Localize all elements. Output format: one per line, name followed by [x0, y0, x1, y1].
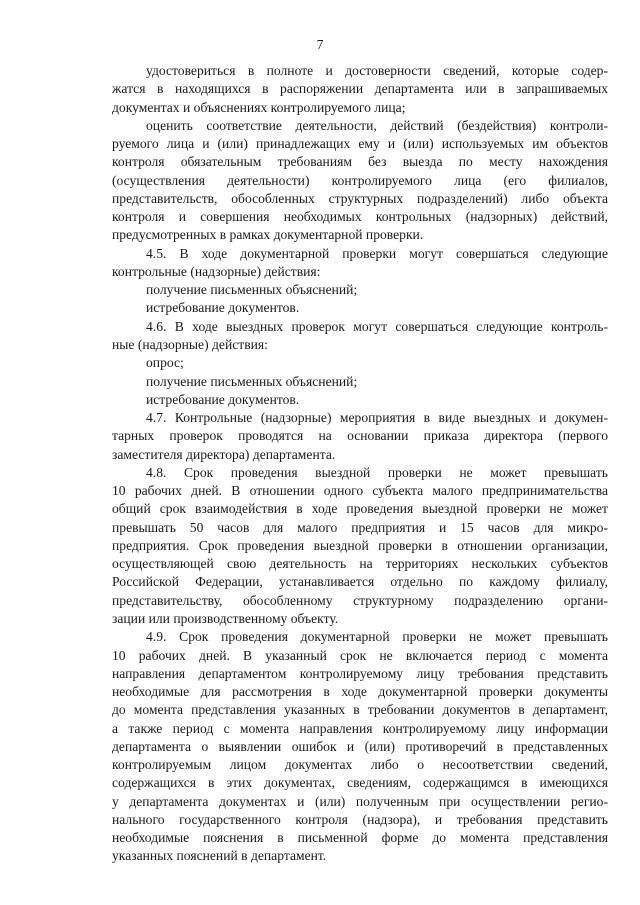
text-line: жатся в находящихся в распоряжении департамента или в запрашиваемых [112, 81, 608, 97]
page-number: 7 [316, 37, 324, 52]
document-body [112, 62, 608, 866]
text-line: удостовериться в полноте и достоверности сведений, которые содер- [146, 63, 608, 78]
text-line: руемого лица и (или) принадлежащих ему и (или) используемых им объектов [112, 136, 608, 152]
text-line: 4.7. Контрольные (надзорные) мероприятия в виде выездных и докумен- [146, 410, 608, 426]
text-line: 10 рабочих дней. В отношении одного субъекта малого предпринимательства [112, 483, 608, 499]
text-line: общий срок взаимодействия в ходе проведения выездной проверки не может [112, 501, 608, 517]
text-line: 10 рабочих дней. В указанный срок не включается период с момента [112, 647, 608, 663]
text-line: до момента представления указанных в требовании документов в департамент, [112, 702, 608, 718]
text-line: предусмотренных в рамках документарной проверки. [112, 227, 424, 243]
text-line: 4.5. В ходе документарной проверки могут совершаться следующие [146, 245, 608, 261]
text-line: контроля обязательным требованиям без выезда по месту нахождения [112, 154, 608, 170]
text-line: контролируемым лицом документах либо о несоответствии сведений, [112, 757, 608, 773]
text-line: необходимые для рассмотрения в ходе документарной проверки документы [112, 684, 608, 700]
text-line: предприятия. Срок проведения выездной проверки в отношении организации, [112, 537, 608, 553]
text-line: а также период с момента направления контролируемому лицу информации [112, 720, 608, 736]
text-line: представительству, обособленному структурному подразделению органи- [112, 592, 608, 608]
text-line: представительств, обособленных структурных подразделений) либо объекта [112, 190, 608, 206]
text-line: получение письменных объяснений; [146, 373, 358, 389]
text-line: (осуществления деятельности) контролируемого лица (его филиалов, [112, 172, 608, 188]
text-line: указанных пояснений в департамент. [112, 848, 327, 864]
text-line: истребование документов. [146, 300, 300, 316]
text-line: истребование документов. [146, 391, 300, 407]
text-line: контрольные (надзорные) действия: [112, 263, 321, 279]
text-line: осуществляющей свою деятельность на территориях нескольких субъектов [112, 556, 608, 572]
text-line: ные (надзорные) действия: [112, 336, 268, 352]
text-line: 4.8. Срок проведения выездной проверки не может превышать [146, 464, 608, 480]
text-line: департамента о выявлении ошибок и (или) противоречий в представленных [112, 738, 608, 754]
text-line: получение письменных объяснений; [146, 282, 358, 298]
text-line: содержащихся в этих документах, сведениям, содержащимся в имеющихся [112, 775, 608, 791]
text-line: нального государственного контроля (надзора), и требования представить [112, 811, 608, 827]
text-line: зации или производственному объекту. [112, 610, 339, 626]
text-line: превышать 50 часов для малого предприятия и 15 часов для микро- [112, 519, 608, 535]
text-line: Российской Федерации, устанавливается отдельно по каждому филиалу, [112, 574, 608, 590]
text-line: 4.6. В ходе выездных проверок могут совершаться следующие контроль- [146, 318, 608, 334]
text-line: контроля и совершения необходимых контрольных (надзорных) действий, [112, 209, 608, 225]
text-line: направления департаментом контролируемому лицу требования представить [112, 665, 608, 681]
text-line: тарных проверок проводятся на основании приказа директора (первого [112, 428, 608, 444]
text-line: оценить соответствие деятельности, действий (бездействия) контроли- [146, 117, 608, 133]
text-line: 4.9. Срок проведения документарной проверки не может превышать [146, 629, 608, 645]
text-line: у департамента документах и (или) полученным при осуществлении регио- [112, 793, 608, 809]
text-line: заместителя директора) департамента. [112, 446, 336, 462]
text-line: документах и объяснениях контролируемого лица; [112, 99, 406, 115]
text-line: необходимые пояснения в письменной форме до момента представления [112, 830, 608, 846]
text-line: опрос; [146, 355, 184, 371]
